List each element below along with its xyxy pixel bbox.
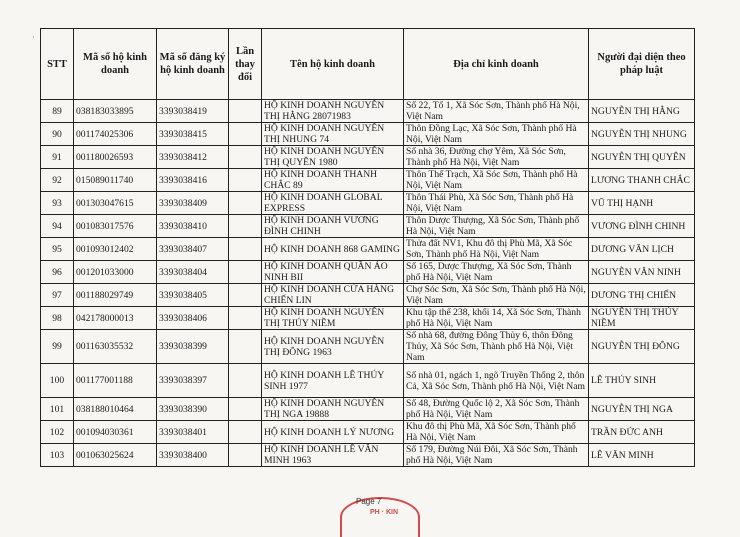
cell-ma-so-dang-ky: 3393038401: [157, 421, 229, 444]
cell-ten-ho-kinh-doanh: HỘ KINH DOANH NGUYỄN THỊ NGA 19888: [262, 398, 404, 421]
header-lan-thay-doi: Lần thay đổi: [229, 29, 262, 100]
cell-dia-chi: Số 48, Đường Quốc lộ 2, Xã Sóc Sơn, Thành phố Hà Nội, Việt Nam: [404, 398, 589, 421]
cell-ten-ho-kinh-doanh: HỘ KINH DOANH LÝ NƯƠNG: [262, 421, 404, 444]
cell-ma-so-dang-ky: 3393038406: [157, 307, 229, 330]
cell-ma-so-ho-kinh-doanh: 001163035532: [74, 330, 157, 364]
table-row: [41, 169, 695, 192]
cell-lan-thay-doi: [229, 215, 262, 238]
cell-lan-thay-doi: [229, 284, 262, 307]
cell-ten-ho-kinh-doanh: HỘ KINH DOANH LÊ VĂN MINH 1963: [262, 444, 404, 467]
cell-nguoi-dai-dien: DƯƠNG VĂN LỊCH: [589, 238, 695, 261]
cell-ma-so-ho-kinh-doanh: 001083017576: [74, 215, 157, 238]
header-stt: STT: [41, 29, 74, 100]
cell-dia-chi: Số 179, Đường Núi Đôi, Xã Sóc Sơn, Thành phố Hà Nội, Việt Nam: [404, 444, 589, 467]
cell-ma-so-dang-ky: 3393038419: [157, 100, 229, 123]
table-row: [41, 364, 695, 398]
cell-dia-chi: Số 22, Tổ 1, Xã Sóc Sơn, Thành phố Hà Nội, Việt Nam: [404, 100, 589, 123]
cell-ma-so-dang-ky: 3393038400: [157, 444, 229, 467]
cell-lan-thay-doi: [229, 307, 262, 330]
cell-ten-ho-kinh-doanh: HỘ KINH DOANH CỬA HÀNG CHIẾN LIN: [262, 284, 404, 307]
cell-lan-thay-doi: [229, 169, 262, 192]
cell-ma-so-ho-kinh-doanh: 015089011740: [74, 169, 157, 192]
cell-ma-so-dang-ky: 3393038399: [157, 330, 229, 364]
cell-ma-so-ho-kinh-doanh: 001174025306: [74, 123, 157, 146]
cell-stt: 90: [41, 123, 74, 146]
scan-mark: ·: [32, 33, 35, 42]
cell-nguoi-dai-dien: LÊ VĂN MINH: [589, 444, 695, 467]
cell-lan-thay-doi: [229, 261, 262, 284]
cell-stt: 89: [41, 100, 74, 123]
cell-ma-so-ho-kinh-doanh: 038188010464: [74, 398, 157, 421]
cell-lan-thay-doi: [229, 123, 262, 146]
cell-nguoi-dai-dien: NGUYỄN THỊ QUYÊN: [589, 146, 695, 169]
table-row: [41, 398, 695, 421]
cell-nguoi-dai-dien: NGUYỄN THỊ NGA: [589, 398, 695, 421]
cell-stt: 96: [41, 261, 74, 284]
header-ten-ho-kinh-doanh: Tên hộ kinh doanh: [262, 29, 404, 100]
cell-ten-ho-kinh-doanh: HỘ KINH DOANH NGUYỄN THỊ HẰNG 28071983: [262, 100, 404, 123]
cell-ma-so-ho-kinh-doanh: 001180026593: [74, 146, 157, 169]
cell-nguoi-dai-dien: NGUYỄN THỊ THÚY NIỀM: [589, 307, 695, 330]
cell-stt: 102: [41, 421, 74, 444]
cell-lan-thay-doi: [229, 398, 262, 421]
cell-ma-so-dang-ky: 3393038407: [157, 238, 229, 261]
cell-dia-chi: Chợ Sóc Sơn, Xã Sóc Sơn, Thành phố Hà Nội, Việt Nam: [404, 284, 589, 307]
cell-ma-so-dang-ky: 3393038404: [157, 261, 229, 284]
cell-dia-chi: Số nhà 68, đường Đông Thủy 6, thôn Đông Thủy, Xã Sóc Sơn, Thành phố Hà Nội, Việt Nam: [404, 330, 589, 364]
cell-ma-so-ho-kinh-doanh: 042178000013: [74, 307, 157, 330]
cell-nguoi-dai-dien: LƯƠNG THANH CHẮC: [589, 169, 695, 192]
cell-lan-thay-doi: [229, 421, 262, 444]
cell-ma-so-dang-ky: 3393038409: [157, 192, 229, 215]
table-row: [41, 123, 695, 146]
table-row: [41, 146, 695, 169]
table-row: [41, 261, 695, 284]
cell-stt: 97: [41, 284, 74, 307]
cell-nguoi-dai-dien: NGUYỄN VĂN NINH: [589, 261, 695, 284]
cell-dia-chi: Số 165, Dược Thượng, Xã Sóc Sơn, Thành phố Hà Nội, Việt Nam: [404, 261, 589, 284]
table-row: [41, 284, 695, 307]
cell-stt: 94: [41, 215, 74, 238]
cell-dia-chi: Thôn Đồng Lạc, Xã Sóc Sơn, Thành phố Hà Nội, Việt Nam: [404, 123, 589, 146]
business-register-table: [40, 28, 695, 467]
header-ma-so-ho-kinh-doanh: Mã số hộ kinh doanh: [74, 29, 157, 100]
cell-ma-so-ho-kinh-doanh: 001201033000: [74, 261, 157, 284]
cell-ma-so-dang-ky: 3393038397: [157, 364, 229, 398]
cell-dia-chi: Thửa đất NV1, Khu đô thị Phù Mã, Xã Sóc Sơn, Thành phố Hà Nội, Việt Nam: [404, 238, 589, 261]
cell-ten-ho-kinh-doanh: HỘ KINH DOANH 868 GAMING: [262, 238, 404, 261]
table-row: [41, 421, 695, 444]
cell-nguoi-dai-dien: LÊ THÚY SINH: [589, 364, 695, 398]
cell-dia-chi: Số nhà 36, Đường chợ Yêm, Xã Sóc Sơn, Thành phố Hà Nội, Việt Nam: [404, 146, 589, 169]
cell-stt: 98: [41, 307, 74, 330]
cell-ma-so-dang-ky: 3393038405: [157, 284, 229, 307]
table-row: [41, 215, 695, 238]
cell-stt: 103: [41, 444, 74, 467]
cell-lan-thay-doi: [229, 146, 262, 169]
table-row: [41, 444, 695, 467]
cell-ten-ho-kinh-doanh: HỘ KINH DOANH NGUYỄN THỊ THÚY NIỀM: [262, 307, 404, 330]
cell-nguoi-dai-dien: NGUYỄN THỊ ĐÔNG: [589, 330, 695, 364]
header-dia-chi: Địa chỉ kinh doanh: [404, 29, 589, 100]
cell-nguoi-dai-dien: NGUYỄN THỊ HẰNG: [589, 100, 695, 123]
page-number: Page 7: [356, 497, 382, 506]
cell-stt: 93: [41, 192, 74, 215]
cell-ten-ho-kinh-doanh: HỘ KINH DOANH LÊ THÚY SINH 1977: [262, 364, 404, 398]
cell-lan-thay-doi: [229, 100, 262, 123]
cell-ma-so-dang-ky: 3393038415: [157, 123, 229, 146]
cell-lan-thay-doi: [229, 238, 262, 261]
cell-nguoi-dai-dien: VŨ THỊ HẠNH: [589, 192, 695, 215]
cell-nguoi-dai-dien: DƯƠNG THỊ CHIẾN: [589, 284, 695, 307]
header-nguoi-dai-dien: Người đại diện theo pháp luật: [589, 29, 695, 100]
cell-ten-ho-kinh-doanh: HỘ KINH DOANH NGUYỄN THỊ QUYÊN 1980: [262, 146, 404, 169]
cell-lan-thay-doi: [229, 330, 262, 364]
header-ma-so-dang-ky: Mã số đăng ký hộ kinh doanh: [157, 29, 229, 100]
cell-ma-so-dang-ky: 3393038390: [157, 398, 229, 421]
cell-ma-so-ho-kinh-doanh: 001093012402: [74, 238, 157, 261]
cell-dia-chi: Thôn Thế Trạch, Xã Sóc Sơn, Thành phố Hà Nội, Việt Nam: [404, 169, 589, 192]
cell-stt: 95: [41, 238, 74, 261]
cell-ma-so-ho-kinh-doanh: 001188029749: [74, 284, 157, 307]
cell-dia-chi: Thôn Thái Phù, Xã Sóc Sơn, Thành phố Hà Nội, Việt Nam: [404, 192, 589, 215]
cell-ma-so-ho-kinh-doanh: 001177001188: [74, 364, 157, 398]
cell-ten-ho-kinh-doanh: HỘ KINH DOANH NGUYỄN THỊ NHUNG 74: [262, 123, 404, 146]
table-row: [41, 192, 695, 215]
cell-ma-so-ho-kinh-doanh: 038183033895: [74, 100, 157, 123]
cell-lan-thay-doi: [229, 364, 262, 398]
table-row: [41, 238, 695, 261]
table-header-row: [41, 29, 695, 100]
cell-ten-ho-kinh-doanh: HỘ KINH DOANH VƯƠNG ĐÌNH CHINH: [262, 215, 404, 238]
cell-dia-chi: Số nhà 01, ngách 1, ngõ Truyền Thống 2, thôn Cả, Xã Sóc Sơn, Thành phố Hà Nội, Việt Nam: [404, 364, 589, 398]
cell-ma-so-ho-kinh-doanh: 001094030361: [74, 421, 157, 444]
table-row: [41, 100, 695, 123]
cell-ma-so-dang-ky: 3393038412: [157, 146, 229, 169]
cell-ten-ho-kinh-doanh: HỘ KINH DOANH NGUYỄN THỊ ĐÔNG 1963: [262, 330, 404, 364]
cell-stt: 91: [41, 146, 74, 169]
table-row: [41, 330, 695, 364]
cell-stt: 99: [41, 330, 74, 364]
cell-dia-chi: Thôn Dược Thượng, Xã Sóc Sơn, Thành phố Hà Nội, Việt Nam: [404, 215, 589, 238]
cell-lan-thay-doi: [229, 192, 262, 215]
cell-dia-chi: Khu đô thị Phù Mã, Xã Sóc Sơn, Thành phố Hà Nội, Việt Nam: [404, 421, 589, 444]
cell-dia-chi: Khu tập thể 238, khối 14, Xã Sóc Sơn, Thành phố Hà Nội, Việt Nam: [404, 307, 589, 330]
cell-nguoi-dai-dien: NGUYỄN THỊ NHUNG: [589, 123, 695, 146]
table-row: [41, 307, 695, 330]
cell-stt: 92: [41, 169, 74, 192]
cell-nguoi-dai-dien: VƯƠNG ĐÌNH CHINH: [589, 215, 695, 238]
cell-ma-so-ho-kinh-doanh: 001303047615: [74, 192, 157, 215]
cell-ma-so-dang-ky: 3393038410: [157, 215, 229, 238]
cell-ten-ho-kinh-doanh: HỘ KINH DOANH QUẦN ÁO NINH BII: [262, 261, 404, 284]
cell-ten-ho-kinh-doanh: HỘ KINH DOANH THANH CHẮC 89: [262, 169, 404, 192]
table-body: [41, 100, 695, 467]
cell-stt: 100: [41, 364, 74, 398]
cell-lan-thay-doi: [229, 444, 262, 467]
cell-ma-so-dang-ky: 3393038416: [157, 169, 229, 192]
cell-stt: 101: [41, 398, 74, 421]
cell-ten-ho-kinh-doanh: HỘ KINH DOANH GLOBAL EXPRESS: [262, 192, 404, 215]
red-seal: PH · KIN: [340, 497, 420, 537]
cell-ma-so-ho-kinh-doanh: 001063025624: [74, 444, 157, 467]
cell-nguoi-dai-dien: TRẦN ĐỨC ANH: [589, 421, 695, 444]
